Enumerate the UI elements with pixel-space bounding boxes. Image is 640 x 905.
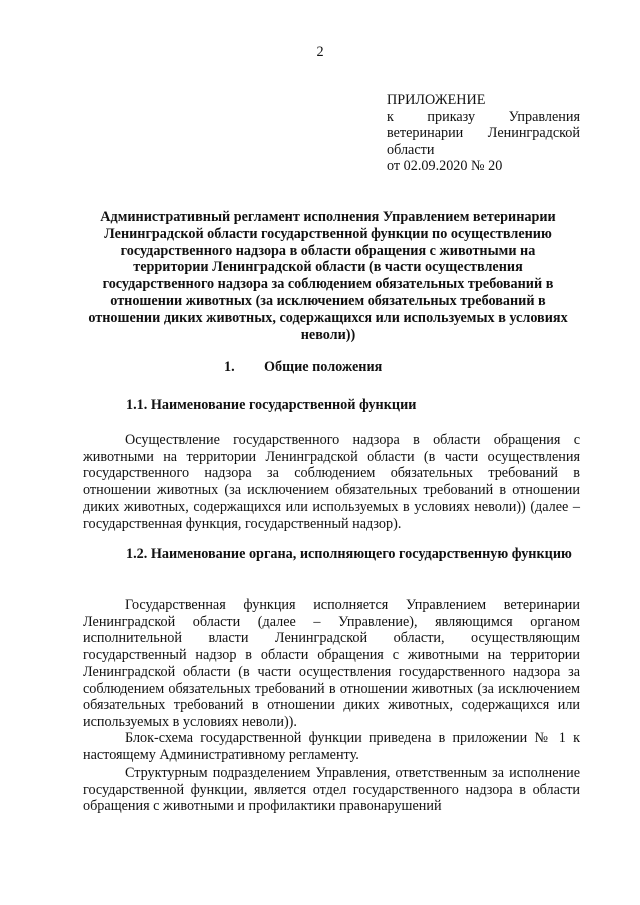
appendix-authority-line: ветеринарии Ленинградской bbox=[387, 125, 580, 142]
appendix-order-line: к приказу Управления bbox=[387, 108, 580, 125]
page-number: 2 bbox=[316, 44, 324, 60]
appendix-date-line: от 02.09.2020 № 20 bbox=[387, 158, 503, 175]
appendix-heading: ПРИЛОЖЕНИЕ bbox=[387, 92, 486, 108]
section-1-heading bbox=[224, 359, 382, 376]
section-1-2-paragraph-2: Блок-схема государственной функции приведена в приложении № 1 к настоящему Административному регламенту. bbox=[83, 730, 580, 763]
section-1-1-paragraph: Осуществление государственного надзора в области обращения с животными на территории Ленинградской области (в части осуществления государственного надзора за соблюдением обязательных требований в отношении животных (за исключением обязательных требований в отношении диких животных, содержащихся или используемых в условиях неволи)) (далее – государственная функция, государственный надзор). bbox=[83, 432, 580, 532]
document-title: Административный регламент исполнения Управлением ветеринарии Ленинградской области государственной функции по осуществлению государственного надзора в области обращения с животными на территории Ленинградской области (в части осуществления государственного надзора за соблюдением обязательных требований в отношении животных (за исключением обязательных требований в отношении диких животных, содержащихся или используемых в условиях неволи)) bbox=[88, 209, 568, 343]
appendix-region-line: области bbox=[387, 141, 435, 158]
section-1-2-paragraph-3: Структурным подразделением Управления, ответственным за исполнение государственной функции, является отдел государственного надзора в области обращения с животными и профилактики правонарушений bbox=[83, 765, 580, 815]
section-1-2-heading: 1.2. Наименование органа, исполняющего государственную функцию bbox=[126, 546, 572, 562]
section-1-2-paragraph-1: Государственная функция исполняется Управлением ветеринарии Ленинградской области (далее – Управление), являющимся органом исполнительной власти Ленинградской области, осуществляющим государственный надзор в области обращения с животными на территории Ленинградской области (в части осуществления государственного надзора за соблюдением обязательных требований в отношении животных (за исключением обязательных требований в отношении диких животных, содержащихся или используемых в условиях неволи)). bbox=[83, 597, 580, 730]
appendix-block bbox=[387, 92, 580, 175]
section-1-number: 1. bbox=[224, 359, 235, 375]
section-1-title: Общие положения bbox=[264, 359, 383, 375]
section-1-1-heading: 1.1. Наименование государственной функции bbox=[126, 397, 417, 413]
